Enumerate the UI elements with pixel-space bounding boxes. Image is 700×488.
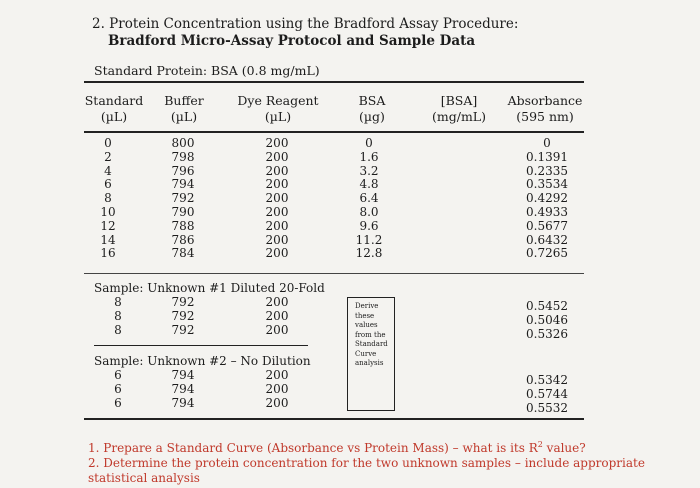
- table-cell: 200: [265, 368, 289, 382]
- unknown1-rule: [94, 345, 308, 346]
- table-cell: 0.6432: [526, 232, 568, 247]
- table-cell: 0: [543, 136, 551, 150]
- table-cell: 0.7265: [526, 246, 568, 261]
- table-cell: 200: [265, 177, 289, 192]
- question-2: 2. Determine the protein concentration for the two unknown samples – include appropriate: [88, 456, 645, 470]
- table-cell: 6.4: [359, 191, 379, 206]
- table-cell: 0.4933: [526, 204, 568, 219]
- table-cell: 0: [365, 136, 373, 150]
- table-cell: 3.2: [359, 163, 379, 178]
- table-cell: 8: [114, 322, 122, 337]
- table-cell: 786: [171, 232, 195, 247]
- table-cell: 792: [171, 295, 195, 309]
- table-cell: 200: [265, 191, 289, 206]
- table-cell: 14: [100, 232, 116, 247]
- table-cell: 0.5452: [526, 299, 568, 313]
- table-cell: 0.5342: [526, 373, 568, 387]
- table-cell: 6: [114, 368, 122, 382]
- table-cell: 790: [171, 204, 195, 219]
- table-cell: 794: [171, 395, 195, 410]
- table-cell: 10: [100, 204, 116, 219]
- unknown1-dye-column: [262, 296, 292, 337]
- table-cell: 0: [104, 136, 112, 150]
- standards-bottom-rule: [84, 273, 584, 274]
- table-cell: 794: [171, 381, 195, 396]
- table-cell: 794: [171, 177, 195, 192]
- table-cell: 200: [265, 232, 289, 247]
- dye-volume-column: [262, 137, 292, 261]
- header-absorbance: Absorbance (595 nm): [507, 93, 583, 124]
- table-cell: 200: [265, 218, 289, 233]
- header-buffer: Buffer (µL): [164, 93, 204, 124]
- table-cell: 8: [104, 191, 112, 206]
- standard-volume-column: [96, 137, 120, 261]
- table-cell: 12.8: [355, 246, 383, 261]
- table-cell: 6: [114, 395, 122, 410]
- bsa-mass-column: [354, 137, 384, 261]
- table-cell: 792: [171, 308, 195, 323]
- table-cell: 0.3534: [526, 177, 568, 192]
- table-cell: 0.2335: [526, 163, 568, 178]
- unknown1-title: Sample: Unknown #1 Diluted 20-Fold: [94, 281, 325, 295]
- table-cell: 0.5677: [526, 218, 568, 233]
- table-cell: 0.5532: [526, 400, 568, 415]
- unknown2-buffer-column: [168, 369, 198, 410]
- table-cell: 6: [104, 177, 112, 192]
- table-cell: 4: [104, 163, 112, 178]
- table-cell: 200: [265, 308, 289, 323]
- table-cell: 1.6: [359, 149, 379, 164]
- table-cell: 2: [104, 149, 112, 164]
- table-cell: 794: [171, 368, 195, 382]
- table-cell: 12: [100, 218, 116, 233]
- table-cell: 8.0: [359, 204, 379, 219]
- table-cell: 4.8: [359, 177, 379, 192]
- question-2-continued: statistical analysis: [88, 471, 200, 485]
- table-cell: 798: [171, 149, 195, 164]
- table-cell: 0.5326: [526, 326, 568, 341]
- absorbance-column: [525, 137, 569, 261]
- unknown2-absorbance-column: [525, 374, 569, 415]
- table-cell: 0.5744: [526, 386, 568, 401]
- table-cell: 200: [265, 136, 289, 150]
- table-cell: 9.6: [359, 218, 379, 233]
- table-cell: 796: [171, 163, 195, 178]
- table-cell: 16: [100, 246, 116, 261]
- question-1: 1. Prepare a Standard Curve (Absorbance vs Protein Mass) – what is its $R^2$ value?: [88, 440, 586, 455]
- table-cell: 200: [265, 204, 289, 219]
- header-rule: [84, 131, 584, 133]
- table-cell: 200: [265, 395, 289, 410]
- derive-values-note: Derive these values from the Standard Curve analysis: [347, 297, 395, 411]
- table-cell: 0.5046: [526, 312, 568, 327]
- table-cell: 8: [114, 295, 122, 309]
- table-cell: 784: [171, 246, 195, 261]
- table-cell: 6: [114, 381, 122, 396]
- table-cell: 792: [171, 322, 195, 337]
- heading-line-1: 2. Protein Concentration using the Bradford Assay Procedure:: [92, 16, 519, 32]
- table-cell: 788: [171, 218, 195, 233]
- unknown1-buffer-column: [168, 296, 198, 337]
- table-cell: 792: [171, 191, 195, 206]
- table-cell: 200: [265, 163, 289, 178]
- table-cell: 11.2: [355, 232, 383, 247]
- table-cell: 200: [265, 246, 289, 261]
- table-cell: 0.4292: [526, 191, 568, 206]
- buffer-volume-column: [168, 137, 198, 261]
- heading-line-2: Bradford Micro-Assay Protocol and Sample Data: [108, 33, 476, 49]
- header-bsa-mass: BSA (µg): [358, 93, 386, 124]
- unknown2-dye-column: [262, 369, 292, 410]
- table-cell: 200: [265, 381, 289, 396]
- table-cell: 0.1391: [526, 149, 568, 164]
- header-bsa-conc: [BSA] (mg/mL): [432, 93, 486, 124]
- table-top-rule: [84, 81, 584, 83]
- table-cell: 200: [265, 295, 289, 309]
- unknown1-standard-column: [108, 296, 128, 337]
- table-bottom-rule: [84, 418, 584, 420]
- header-standard: Standard (µL): [84, 93, 144, 124]
- table-cell: 800: [171, 136, 195, 150]
- unknown2-standard-column: [108, 369, 128, 410]
- standard-protein-label: Standard Protein: BSA (0.8 mg/mL): [94, 63, 320, 78]
- table-cell: 8: [114, 308, 122, 323]
- header-dye-reagent: Dye Reagent (µL): [237, 93, 319, 124]
- unknown2-title: Sample: Unknown #2 – No Dilution: [94, 354, 311, 368]
- table-cell: 200: [265, 149, 289, 164]
- unknown1-absorbance-column: [525, 300, 569, 341]
- table-cell: 200: [265, 322, 289, 337]
